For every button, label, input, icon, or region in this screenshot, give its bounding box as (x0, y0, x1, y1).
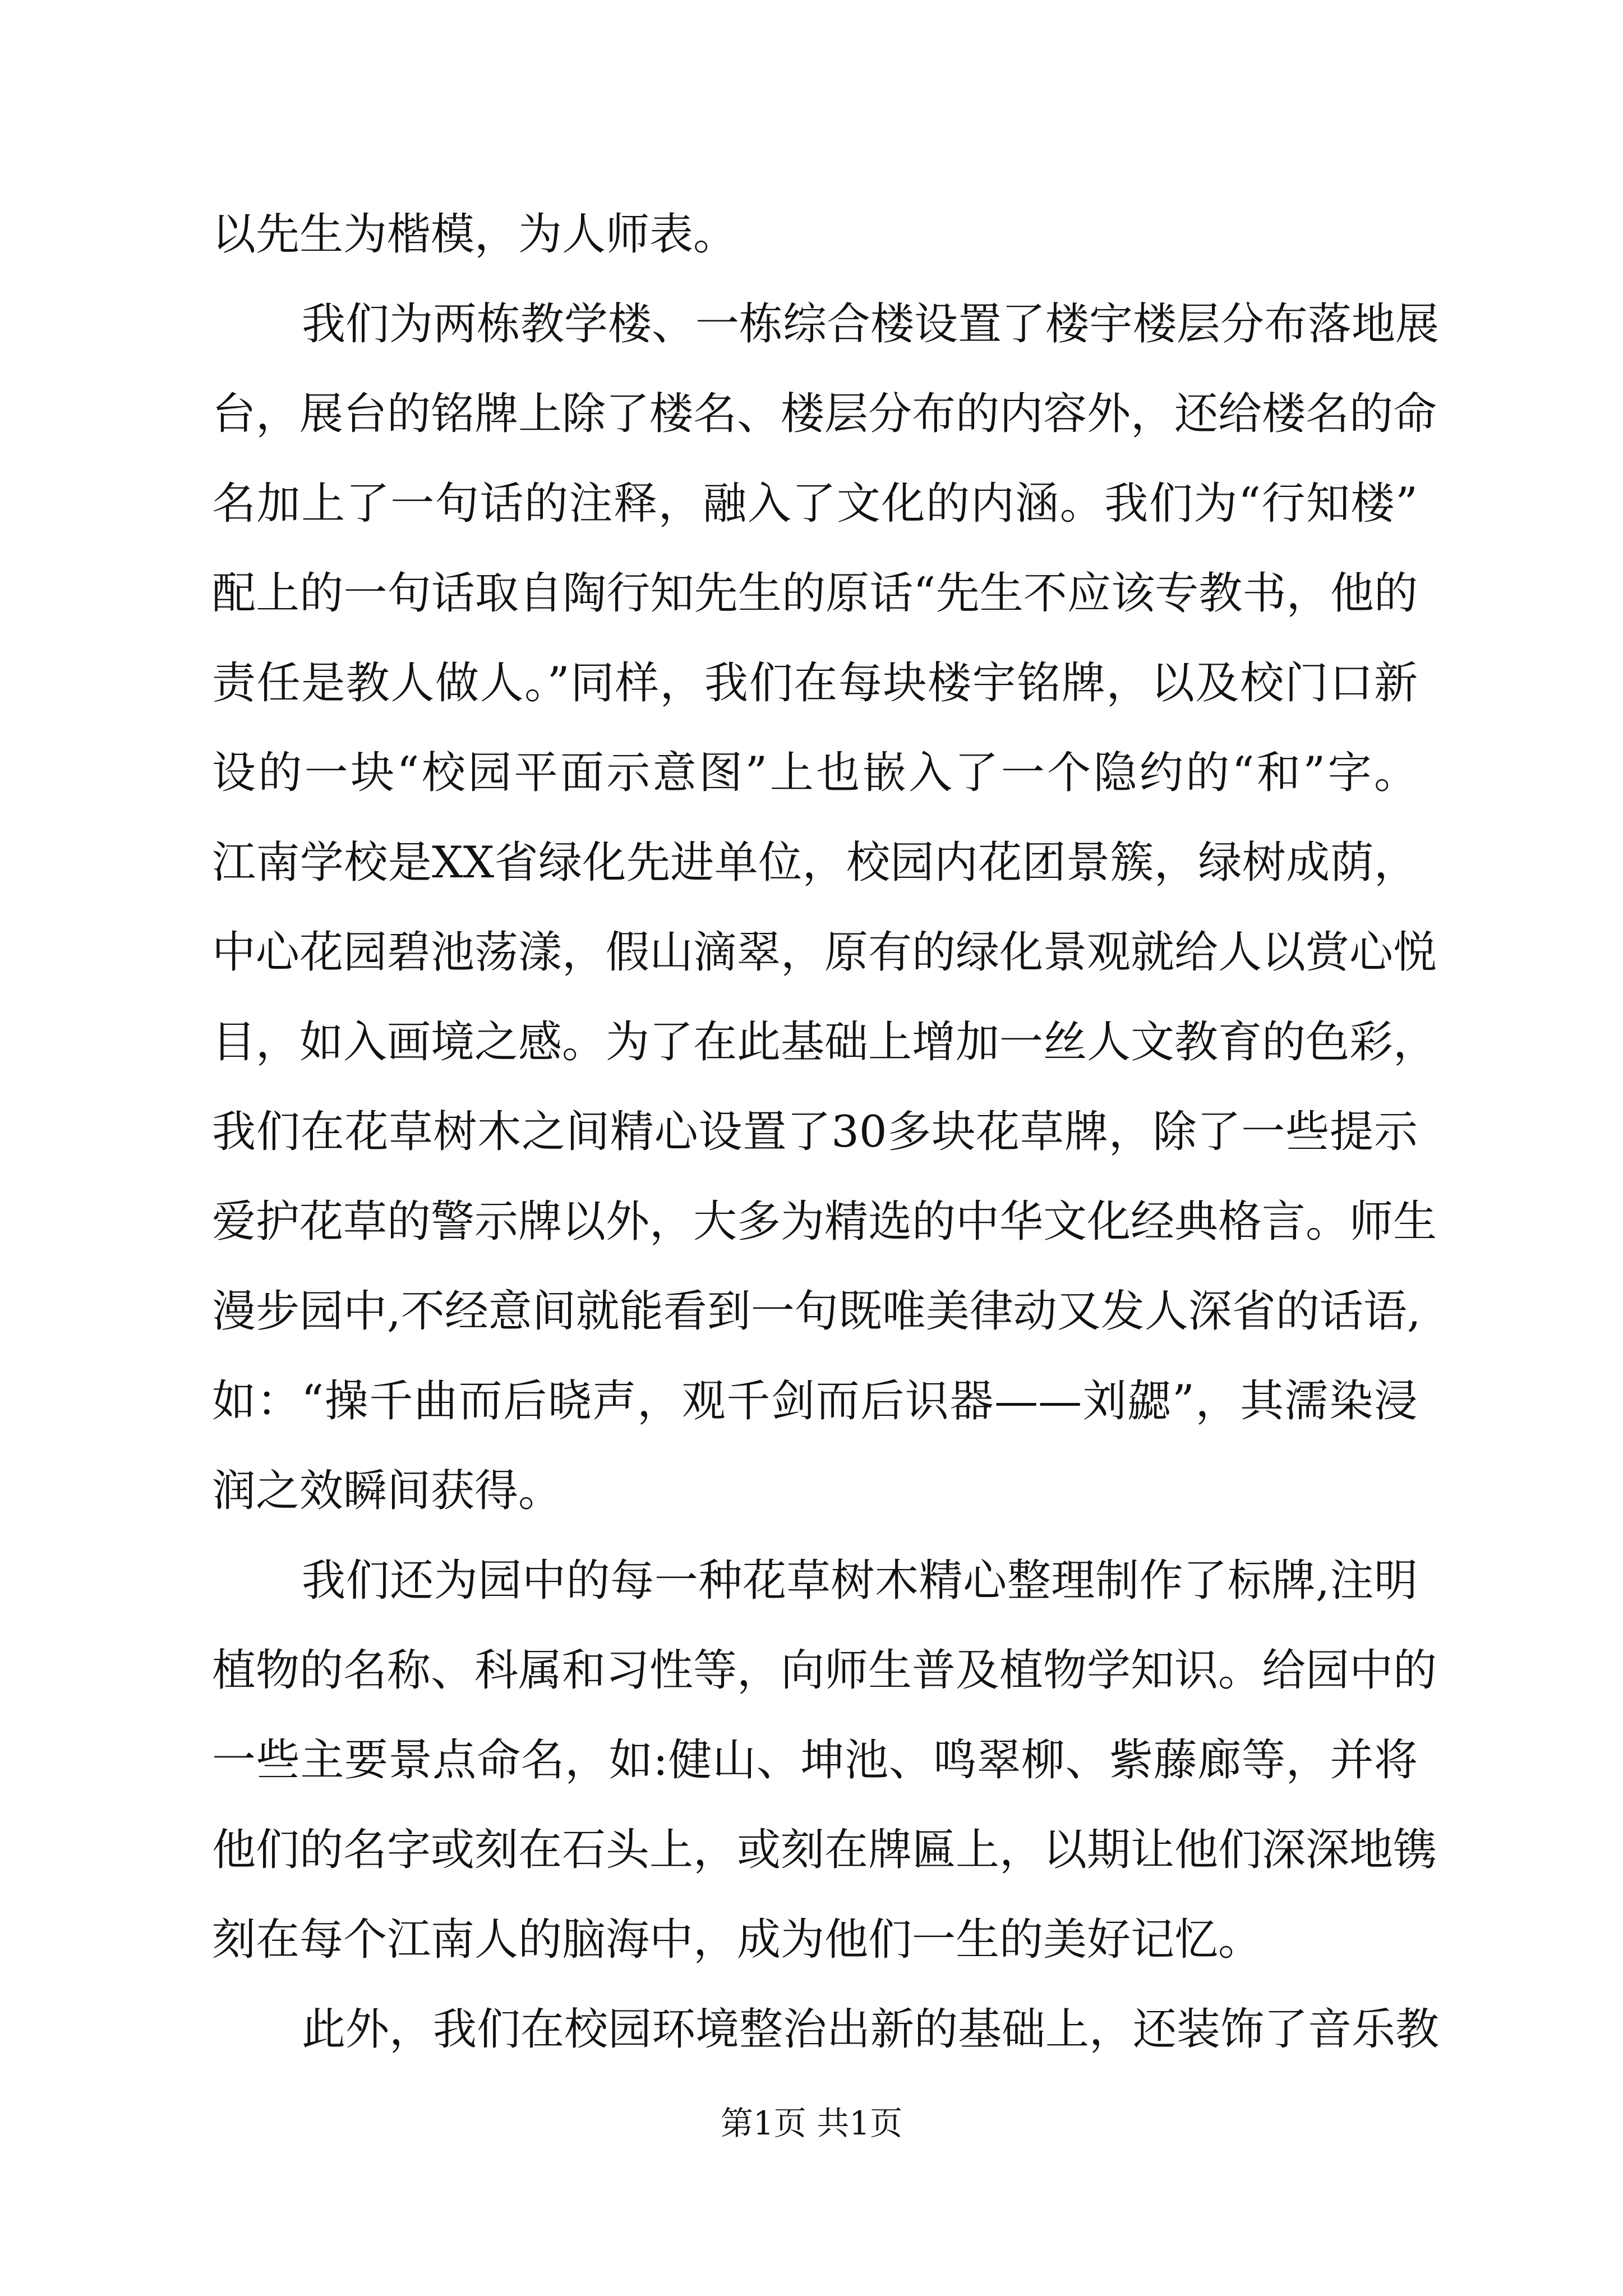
text-line: 爱护花草的警示牌以外，大多为精选的中华文化经典格言。师生 (212, 1197, 1437, 1247)
text-line: 我们在花草树木之间精心设置了30多块花草牌，除了一些提示 (212, 1107, 1418, 1157)
text-line: 名加上了一句话的注释，融入了文化的内涵。我们为“行知楼” (212, 478, 1418, 529)
text-line: 漫步园中,不经意间就能看到一句既唯美律动又发人深省的话语, (212, 1286, 1421, 1337)
text-line: 配上的一句话取自陶行知先生的原话“先生不应该专教书，他的 (212, 568, 1418, 619)
text-line: 润之效瞬间获得。 (212, 1466, 562, 1516)
text-line: 江南学校是XX省绿化先进单位，校园内花团景簇，绿树成荫， (212, 838, 1418, 888)
text-line: 目，如入画境之感。为了在此基础上增加一丝人文教育的色彩， (212, 1017, 1437, 1068)
text-line: 责任是教人做人。”同样，我们在每块楼宇铭牌，以及校门口新 (212, 658, 1418, 708)
text-line: 植物的名称、科属和习性等，向师生普及植物学知识。给园中的 (212, 1645, 1437, 1696)
page-number-footer: 第1页 共1页 (720, 2104, 903, 2142)
text-line: 以先生为楷模，为人师表。 (212, 209, 737, 260)
paragraph-start-line: 此外，我们在校园环境整治出新的基础上，还装饰了音乐教 (302, 2004, 1440, 2055)
text-line: 他们的名字或刻在石头上，或刻在牌匾上，以期让他们深深地镌 (212, 1825, 1437, 1875)
paragraph-start-line: 我们为两栋教学楼、一栋综合楼设置了楼宇楼层分布落地展 (302, 299, 1440, 349)
text-line: 刻在每个江南人的脑海中，成为他们一生的美好记忆。 (212, 1915, 1262, 1965)
text-line: 一些主要景点命名，如:健山、坤池、鸣翠柳、紫藤廊等，并将 (212, 1735, 1418, 1786)
text-line: 台，展台的铭牌上除了楼名、楼层分布的内容外，还给楼名的命 (212, 389, 1437, 439)
text-line: 中心花园碧池荡漾，假山滴翠，原有的绿化景观就给人以赏心悦 (212, 927, 1437, 978)
text-line: 设的一块“校园平面示意图”上也嵌入了一个隐约的“和”字。 (212, 748, 1418, 798)
text-line: 如：“操千曲而后晓声，观千剑而后识器——刘勰”，其濡染浸 (212, 1376, 1418, 1427)
paragraph-start-line: 我们还为园中的每一种花草树木精心整理制作了标牌,注明 (302, 1556, 1418, 1606)
